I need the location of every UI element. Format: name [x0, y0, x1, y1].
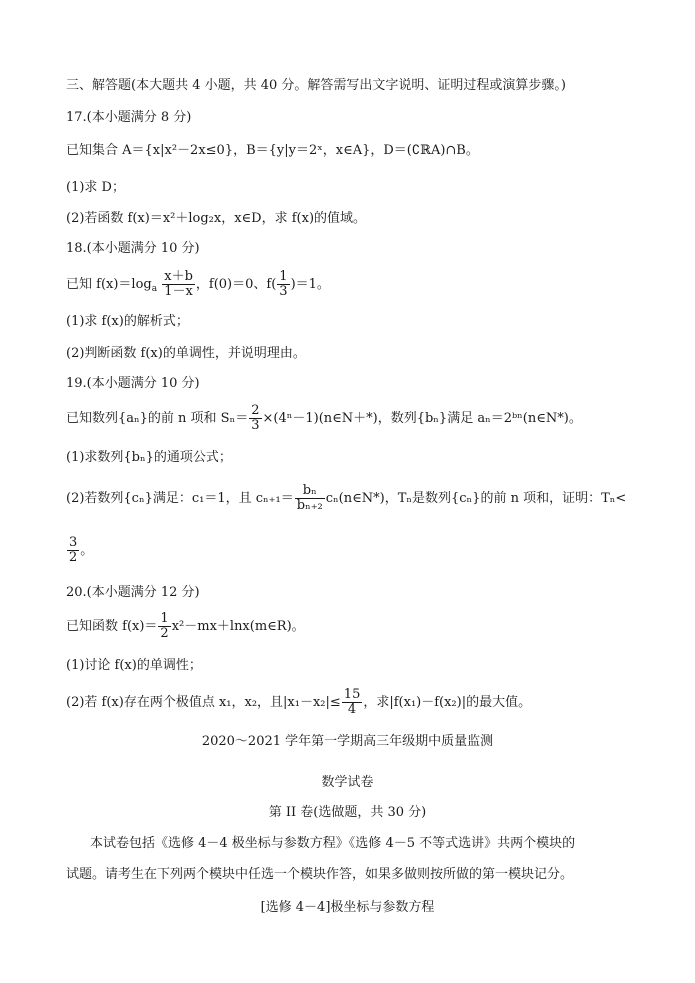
problem-20-stem — [66, 612, 305, 642]
problem-20-fraction — [158, 612, 170, 641]
problem-19-tail-fraction — [67, 536, 79, 565]
exam-title: 2020～2021 学年第一学期高三年级期中质量监测 — [201, 734, 494, 749]
fraction-numerator: x＋b — [164, 269, 193, 284]
problem-18-log-base: a — [151, 284, 158, 294]
problem-19-stem-prefix: 已知数列{aₙ}的前 n 项和 Sₙ＝ — [66, 411, 249, 426]
fraction-denominator: 2 — [160, 626, 169, 641]
problem-19-part-2-fraction — [295, 484, 325, 513]
fraction-numerator: 3 — [69, 535, 78, 550]
problem-20-part-2-suffix: ，求|f(x₁)－f(x₂)|的最大值。 — [363, 695, 532, 710]
problem-18-part-1: (1)求 f(x)的解析式； — [66, 314, 189, 329]
module-heading: [选修 4－4]极坐标与参数方程 — [260, 900, 435, 915]
fraction-denominator: 3 — [279, 284, 288, 299]
fraction-numerator: 1 — [279, 269, 288, 284]
problem-20-stem-suffix: x²－mx＋lnx(m∈R)。 — [171, 619, 305, 634]
problem-19-heading: 19.(本小题满分 10 分) — [66, 376, 200, 391]
fraction-numerator: bₙ — [302, 483, 317, 498]
problem-20-part-2-prefix: (2)若 f(x)存在两个极值点 x₁，x₂，且|x₁－x₂|≤ — [66, 695, 341, 710]
problem-19-part-2-suffix: cₙ(n∈N*)，Tₙ是数列{cₙ}的前 n 项和，证明：Tₙ< — [325, 491, 627, 506]
intro-line-2: 试题。请考生在下列两个模块中任选一个模块作答，如果多做则按所做的第一模块记分。 — [66, 867, 574, 882]
problem-18-part-2: (2)判断函数 f(x)的单调性，并说明理由。 — [66, 346, 306, 361]
problem-19-part-2 — [66, 484, 626, 514]
problem-19-tail-end: 。 — [80, 543, 94, 558]
intro-line-1: 本试卷包括《选修 4－4 极坐标与参数方程》《选修 4－5 不等式选讲》共两个模块的 — [90, 836, 576, 851]
fraction-numerator: 1 — [160, 611, 169, 626]
section-header: 三、解答题(本大题共 4 小题，共 40 分。解答需写出文字说明、证明过程或演算步骤。) — [66, 78, 566, 93]
problem-20-part-2-fraction — [342, 688, 363, 717]
problem-19-part-2-tail — [66, 536, 93, 566]
fraction-denominator: 2 — [69, 550, 78, 565]
problem-19-part-2-prefix: (2)若数列{cₙ}满足：c₁＝1，且 cₙ₊₁＝ — [66, 491, 294, 506]
problem-18-stem-suffix: )＝1。 — [290, 277, 330, 292]
problem-20-stem-prefix: 已知函数 f(x)＝ — [66, 619, 158, 634]
volume-title: 第 II 卷(选做题，共 30 分) — [268, 805, 427, 820]
fraction-numerator: 2 — [251, 403, 260, 418]
subject-title: 数学试卷 — [321, 775, 374, 790]
problem-18-fraction-2 — [277, 270, 289, 299]
problem-17-heading: 17.(本小题满分 8 分) — [66, 110, 192, 125]
problem-17-part-2: (2)若函数 f(x)＝x²＋log₂x，x∈D，求 f(x)的值域。 — [66, 211, 367, 226]
fraction-denominator: bₙ₊₂ — [296, 498, 323, 513]
problem-19-fraction — [249, 404, 261, 433]
problem-20-heading: 20.(本小题满分 12 分) — [66, 585, 200, 600]
fraction-denominator: 4 — [342, 702, 363, 717]
problem-17-stem: 已知集合 A＝{x|x²－2x≤0}，B＝{y|y＝2ˣ，x∈A}，D＝(∁ℝA)∩B。 — [66, 143, 479, 158]
problem-20-part-2 — [66, 688, 531, 718]
problem-18-stem — [66, 270, 330, 304]
problem-19-part-1: (1)求数列{bₙ}的通项公式； — [66, 450, 232, 465]
problem-20-part-1: (1)讨论 f(x)的单调性； — [66, 658, 202, 673]
fraction-denominator: 1－x — [162, 284, 195, 299]
problem-18-stem-prefix: 已知 f(x)＝log — [66, 277, 152, 292]
fraction-numerator: 15 — [343, 687, 361, 702]
problem-18-heading: 18.(本小题满分 10 分) — [66, 241, 200, 256]
problem-18-fraction — [162, 270, 195, 299]
problem-17-part-1: (1)求 D； — [66, 180, 125, 195]
fraction-denominator: 3 — [251, 418, 260, 433]
problem-19-stem — [66, 404, 582, 434]
problem-18-stem-middle: ，f(0)＝0、f( — [195, 277, 277, 292]
problem-19-stem-suffix: ×(4ⁿ－1)(n∈N＋*)，数列{bₙ}满足 aₙ＝2ᵇⁿ(n∈N*)。 — [262, 411, 582, 426]
